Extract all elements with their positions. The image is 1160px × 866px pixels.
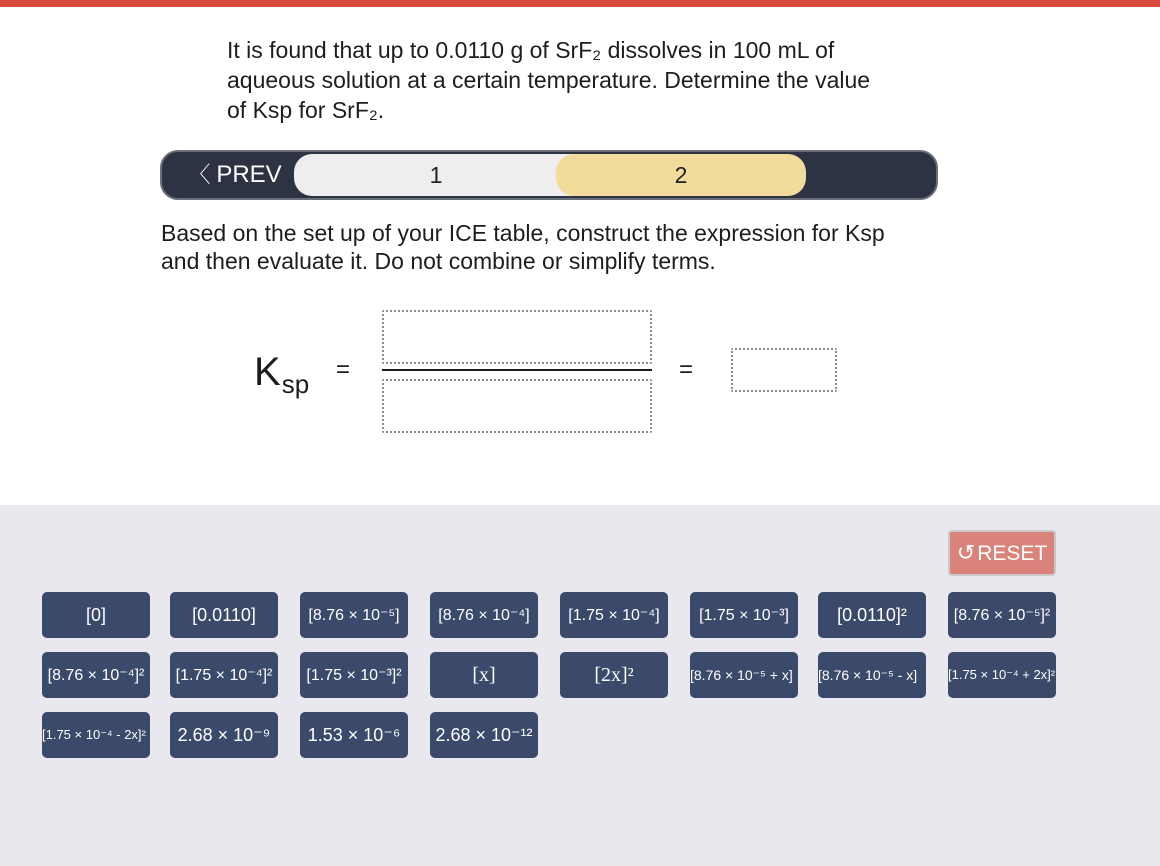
answer-tile[interactable]: [8.76 × 10⁻⁴]² xyxy=(42,652,150,698)
fraction-bar xyxy=(382,369,652,371)
equals-sign: = xyxy=(336,356,351,383)
question-text: It is found that up to 0.0110 g of SrF₂ dissolves in 100 mL of aqueous solution at a certain temperature. Determine the value of Ksp for SrF₂. xyxy=(227,37,871,123)
answer-tile[interactable]: [1.75 × 10⁻⁴] xyxy=(560,592,668,638)
answer-tile[interactable]: [8.76 × 10⁻⁴] xyxy=(430,592,538,638)
answer-tile[interactable]: [1.75 × 10⁻⁴ + 2x]² xyxy=(948,652,1056,698)
reset-button[interactable] xyxy=(948,530,1056,576)
answer-tile[interactable]: [1.75 × 10⁻³] xyxy=(690,592,798,638)
answer-tile[interactable]: [1.75 × 10⁻⁴]² xyxy=(170,652,278,698)
answer-tile[interactable]: [2x]² xyxy=(560,652,668,698)
instruction-text: Based on the set up of your ICE table, construct the expression for Ksp and then evaluate it. Do not combine or simplify terms. xyxy=(161,220,885,274)
answer-tile[interactable]: [8.76 × 10⁻⁵ - x] xyxy=(818,652,926,698)
answer-tile[interactable]: [0.0110]² xyxy=(818,592,926,638)
answer-tile[interactable]: 2.68 × 10⁻⁹ xyxy=(170,712,278,758)
answer-tile[interactable]: [0] xyxy=(42,592,150,638)
reset-label: RESET xyxy=(977,542,1048,565)
denominator-drop-zone[interactable] xyxy=(382,379,652,433)
answer-tile[interactable]: [1.75 × 10⁻³]² xyxy=(300,652,408,698)
answer-tile[interactable]: [8.76 × 10⁻⁵]² xyxy=(948,592,1056,638)
answer-tile[interactable]: [8.76 × 10⁻⁵ + x] xyxy=(690,652,798,698)
top-accent-bar xyxy=(0,0,1160,7)
step-2-button[interactable]: 2 xyxy=(556,154,806,196)
step-navigator xyxy=(160,150,938,200)
answer-tile[interactable]: [1.75 × 10⁻⁴ - 2x]² xyxy=(42,712,150,758)
answer-tile[interactable]: 1.53 × 10⁻⁶ xyxy=(300,712,408,758)
answer-tile[interactable]: [x] xyxy=(430,652,538,698)
numerator-drop-zone[interactable] xyxy=(382,310,652,364)
answer-tile[interactable]: [0.0110] xyxy=(170,592,278,638)
answer-drop-zone[interactable] xyxy=(731,348,837,392)
step-1-button[interactable]: 1 xyxy=(294,154,578,196)
undo-icon: ↺ xyxy=(956,540,976,565)
answer-tile[interactable]: 2.68 × 10⁻¹² xyxy=(430,712,538,758)
equals-sign: = xyxy=(679,356,694,383)
prev-button[interactable] xyxy=(166,156,290,194)
chevron-left-icon: 〈 xyxy=(188,162,211,187)
prev-label: PREV xyxy=(216,161,282,188)
ksp-label: $K_{sp}$ xyxy=(254,350,310,399)
answer-tile[interactable]: [8.76 × 10⁻⁵] xyxy=(300,592,408,638)
